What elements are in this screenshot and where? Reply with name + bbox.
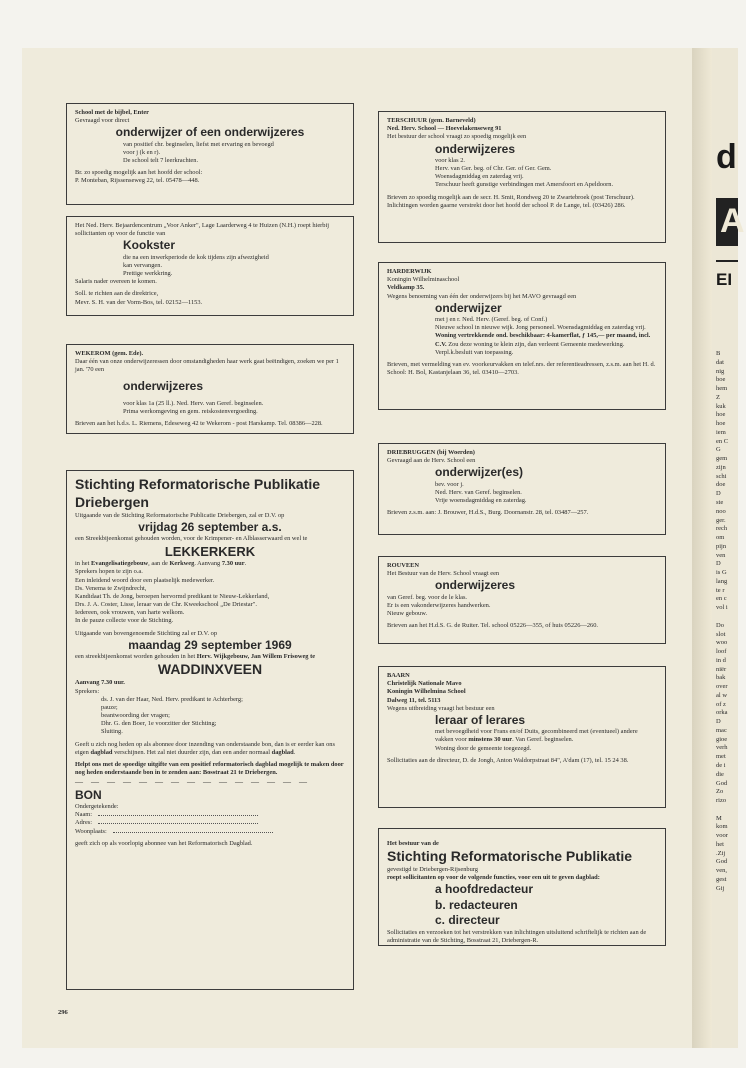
ad-contact: Br. zo spoedig mogelijk aan het hoofd der school: [75, 169, 203, 177]
right-page-line: over [716, 683, 728, 691]
ad-contact: Sollicitaties en verzoeken tot het verstrekken van inlichtingen uitsluitend schriftelijk te richten aan de administratie van de Stichting, Bosstraat 21, Driebergen-R. [387, 928, 647, 944]
ad-detail: Prima werkomgeving en gem. reiskostenvergoeding. [123, 408, 258, 416]
coupon-cut-line: — — — — — — — — — — — — — — — [75, 777, 310, 787]
ad-intro: Het bestuur der school vraagt zo spoedig mogelijk een [387, 133, 527, 141]
right-page-line: kuk [716, 402, 726, 410]
right-page-line: Gij [716, 884, 725, 892]
ad-contact: P. Monteban, Rijssenseweg 22, tel. 05478—448. [75, 177, 200, 185]
appeal-text: Geeft u zich nog heden op als abonnee door inzending van onderstaande bon, dan is er eerder kan ons eigen dagblad verschijnen. Het zal niet duurder zijn, dan een ander normaal dagblad. [75, 740, 335, 756]
right-page-line: M [716, 814, 722, 822]
right-page-line: ven [716, 551, 726, 559]
ad-title: Kookster [123, 238, 176, 253]
coupon-field-label: Ondergetekende: [75, 802, 119, 810]
event-place: LEKKERKERK [164, 543, 256, 559]
ad-detail: Vrije woensdagmiddag en zaterdag. [435, 497, 527, 505]
right-page-line: kom [716, 823, 728, 831]
ad-detail: met j en r. Ned. Herv. (Geref. beg. of Conf.) [435, 316, 548, 324]
right-page-line: nig [716, 367, 725, 375]
ad-intro: Wegens uitbreiding vraagt het bestuur een [387, 704, 495, 712]
program-line: beantwoording der vragen; [101, 712, 170, 720]
ad-intro: Daar één van onze onderwijzeressen door omstandigheden haar werk gaat beëindigen, zoeken we per 1 jan. '70 een [75, 358, 339, 374]
ad-title: onderwijzer of een onderwijzeres [115, 125, 305, 140]
right-page-line: slot [716, 630, 726, 638]
page-number: 296 [58, 1009, 68, 1016]
ad-intro: Uitgaande van de Stichting Reformatorische Publicatie Driebergen, zal er D.V. op [75, 511, 285, 519]
program-line: Kandidaat Th. de Jong, beroepen hervormd predikant te Nieuw-Lekkerland, [75, 592, 270, 600]
ad-detail: die na een inwerkperiode de kok tijdens zijn afwezigheid [123, 253, 269, 261]
ad-detail: voor klas 1a (25 ll.). Ned. Herv. van Geref. beginselen. [123, 399, 264, 407]
ad-intro: Gevraagd voor direct [75, 117, 130, 125]
ad-intro: Wegens benoeming van één der onderwijzers bij het MAVO gevraagd een [387, 292, 577, 300]
right-page-line: ger. [716, 516, 726, 524]
right-page-line: hem [716, 385, 728, 393]
ad-address: Veldkamp 35. [387, 284, 425, 292]
right-page-line: het [716, 840, 724, 848]
ad-heading: TERSCHUUR (gem. Barneveld) [387, 117, 476, 124]
org-place: Driebergen [75, 493, 149, 510]
right-page-line: D [716, 490, 721, 498]
ad-address: Dalweg 11, tel. 5113 [387, 696, 441, 704]
ad-contact: Brieven zo spoedig mogelijk aan de secr. H. Smit, Rondweg 20 te Zwartebroek (post Terschuur). Inlichtingen worden gaarne verstrekt door het hoofd der school P. de Lange, tel. (03426) 286. [387, 193, 635, 209]
ad-intro: Het Bestuur van de Herv. School vraagt een [387, 570, 500, 578]
right-page-line: de i [716, 761, 726, 769]
ad-school: Koningin Wilhelminaschool [387, 276, 460, 284]
right-page-line: loof [716, 648, 727, 656]
right-page-line: gest [716, 875, 727, 883]
ad-location: gevestigd te Driebergen-Rijsenburg [387, 866, 478, 874]
ad-detail: Woning vertrekkende ond. beschikbaar: 4-kamerflat, ƒ 145,— per maand, incl. C.V. Zou deze woning te klein zijn, dan verleent Gemeente medewerking. Verpl.k.besluit van toepassing. [435, 332, 651, 356]
right-page-line: mac [716, 726, 727, 734]
adjacent-page [712, 48, 745, 1048]
right-page-line: G [716, 446, 721, 454]
right-page-line: hoe [716, 420, 726, 428]
right-page-line: noo [716, 507, 726, 515]
program-line: In de pauze collecte voor de Stichting. [75, 617, 174, 625]
ad-salary: Salaris nader overeen te komen. [75, 278, 157, 286]
right-page-line: God [716, 858, 728, 866]
ad-detail: Nieuwe school in nieuwe wijk. Jong personeel. Woensdagmiddag en zaterdag vrij. [435, 324, 646, 332]
ad-contact: Soll. te richten aan de direktrice, [75, 290, 159, 298]
ad-driebruggen [378, 443, 666, 535]
ad-heading: HARDERWIJK [387, 268, 432, 275]
right-page-line: doe [716, 481, 726, 489]
ad-contact: Brieven, met vermelding van ev. voorkeurvakken en telef.nrs. der referentieadressen, z.s.m. aan het H. d. School: H. Bol, Kastanjelaan 36, tel. 03410—2703. [387, 361, 656, 377]
right-page-line: te r [716, 586, 725, 594]
right-page-line: dat [716, 358, 724, 366]
right-page-line: en c [716, 595, 727, 603]
ad-detail: voor j (k en r). [123, 148, 161, 156]
right-page-line: is G [716, 569, 727, 577]
right-page-line: verh [716, 744, 728, 752]
ad-detail: Herv. van Ger. beg. of Chr. Ger. of Ger. Gem. [435, 165, 552, 173]
ad-detail: Woensdagmiddag en zaterdag vrij. [435, 173, 524, 181]
program-line: Sluiting. [101, 728, 123, 736]
ad-detail: Terschuur heeft gunstige verbindingen met Amersfoort en Apeldoorn. [435, 181, 614, 189]
right-page-line [716, 613, 746, 622]
right-page-line: gioe [716, 735, 728, 743]
right-page-line: .Zij [716, 849, 726, 857]
right-page-line: boe [716, 376, 726, 384]
role-title: b. redacteuren [435, 897, 518, 912]
right-page-line: pijn [716, 542, 727, 550]
right-page-line: lang [716, 577, 728, 585]
ad-detail: De school telt 7 leerkrachten. [123, 157, 199, 165]
event-place: WADDINXVEEN [157, 661, 263, 678]
ad-detail: voor klas 2. [435, 156, 465, 164]
program-line: Dhr. G. den Boer, 1e voorzitter der Stichting; [101, 720, 217, 728]
right-page-line: ven, [716, 867, 728, 875]
ad-terschuur [378, 111, 666, 243]
ad-school: Christelijk Nationale Mavo [387, 680, 462, 688]
ad-detail: Prettige werkkring. [123, 270, 173, 278]
ad-title: leraar of lerares [435, 712, 526, 727]
right-page-line: gem [716, 455, 728, 463]
right-page-line: vol i [716, 604, 728, 612]
coupon-footer: geeft zich op als voorlopig abonnee van het Reformatorisch Dagblad. [75, 839, 253, 847]
org-name: Stichting Reformatorische Publikatie [75, 476, 321, 492]
right-page-line: D [716, 718, 721, 726]
program-line: Ds. Venema te Zwijndrecht, [75, 584, 147, 592]
right-page-line: om [716, 534, 725, 542]
right-page-line: Do [716, 621, 724, 629]
ad-intro: Uitgaande van bovengenoemde Stichting zal er D.V. op [75, 629, 218, 637]
ad-detail: Ned. Herv. van Geref. beginselen. [435, 488, 522, 496]
right-page-line: Zo [716, 788, 724, 796]
ad-stichting-driebergen [66, 470, 354, 990]
right-page-line: schi [716, 472, 727, 480]
ad-detail: Nieuw gebouw. [387, 610, 428, 618]
right-page-line: of z [716, 700, 726, 708]
right-page-line: al w [716, 691, 728, 699]
ad-heading: DRIEBRUGGEN (bij Woerden) [387, 449, 475, 456]
right-page-line: met [716, 753, 726, 761]
org-name: Stichting Reformatorische Publikatie [387, 848, 633, 865]
right-page-line: bak [716, 674, 726, 682]
right-page-line: God [716, 779, 728, 787]
right-page-line: orka [716, 709, 728, 717]
ad-huizen [66, 216, 354, 316]
right-page-line: die [716, 770, 724, 778]
ad-heading: ROUVEEN [387, 562, 419, 569]
ad-title: onderwijzer(es) [435, 465, 524, 480]
ad-detail: van positief chr. beginselen, liefst met ervaring en bevoegd [123, 140, 274, 148]
ad-contact: Sollicitaties aan de directeur, D. de Jongh, Anton Waldorpstraat 84", A'dam (17), tel. 15 24 38. [387, 756, 629, 764]
ad-heading: BAARN [387, 672, 410, 679]
program-line: ds. J. van der Haar, Ned. Herv. predikant te Achterberg; [101, 695, 243, 703]
program-line: Iedereen, ook vrouwen, van harte welkom. [75, 609, 185, 617]
ad-baarn [378, 666, 666, 808]
right-page-line: rech [716, 525, 728, 533]
ad-contact: Brieven aan het H.d.S. G. de Ruiter. Tel. school 05226—355, of huis 05226—260. [387, 622, 599, 630]
ad-wekerom [66, 344, 354, 434]
ad-detail: van Geref. beg. voor de le klas. [387, 593, 468, 601]
right-big-letter-3: EI [716, 270, 733, 289]
ad-title: onderwijzeres [435, 578, 516, 593]
right-page-line: niër [716, 665, 727, 673]
right-big-letter-2: A [720, 202, 745, 240]
right-page-line: in d [716, 656, 726, 664]
ad-school: Koningin Wilhelmina School [387, 688, 466, 696]
right-page-line: woo [716, 639, 728, 647]
ad-detail: Er is een vakonderwijzeres handwerken. [387, 601, 491, 609]
program-line: Een inleidend woord door een plaatselijk medewerker. [75, 576, 215, 584]
right-page-line: iem [716, 428, 726, 436]
ad-detail: kan vervangen. [123, 261, 163, 269]
ad-heading: School met de bijbel, Enter [75, 109, 150, 116]
ad-enter [66, 103, 354, 205]
ad-intro: Het Ned. Herv. Bejaardencentrum „Voor Anker", Lage Laarderweg 4 te Huizen (N.H.) roept hierbij sollicitanten op voor de functie van [75, 222, 330, 238]
ad-detail: Woning door de gemeente toegezegd. [435, 744, 532, 752]
role-title: a hoofdredacteur [435, 882, 534, 897]
ad-title: onderwijzeres [123, 378, 204, 393]
program-line: Sprekers hopen te zijn o.a. [75, 568, 143, 576]
right-rule [716, 260, 738, 262]
ad-heading: Het bestuur van de [387, 840, 439, 847]
ad-stichting-functies [378, 828, 666, 946]
ad-contact: Brieven z.s.m. aan: J. Brouwer, H.d.S., Burg. Doornanstr. 28, tel. 03487—257. [387, 509, 589, 517]
page-gutter [692, 48, 712, 1048]
right-page-line: zijn [716, 463, 726, 471]
right-page-line: voor [716, 832, 728, 840]
right-page-line: Z [716, 393, 720, 401]
ad-intro: een Streekbijeenkomst gehouden worden, voor de Krimpener- en Alblasserwaard en wel te [75, 535, 308, 543]
ad-rouveen [378, 556, 666, 644]
coupon-city-field[interactable]: Woonplaats: [75, 828, 345, 836]
ad-heading: WEKEROM (gem. Ede). [75, 350, 144, 357]
right-page-text [716, 350, 746, 893]
role-title: c. directeur [435, 913, 500, 928]
ad-contact: Mevr. S. H. van der Vorm-Bos, tel. 02152—1153. [75, 298, 203, 306]
event-start: Aanvang 7.30 uur. [75, 679, 125, 687]
ad-contact: Brieven aan het h.d.s. L. Riemens, Edeseweg 42 te Wekerom - post Harskamp. Tel. 08386—228. [75, 420, 323, 428]
right-page-line: hoe [716, 411, 726, 419]
ad-title: onderwijzer [435, 300, 502, 315]
program-line: pauze; [101, 703, 118, 711]
right-page-line: en C [716, 437, 729, 445]
appeal-text: Helpt ons met de spoedige uitgifte van een positief reformatorisch dagblad mogelijk te maken door nog heden onderstaande bon in te zenden aan: Bosstraat 21 te Driebergen. [75, 761, 344, 777]
ad-title: onderwijzeres [435, 141, 516, 156]
right-page-line: ste [716, 499, 724, 507]
right-page-line: B [716, 350, 721, 357]
right-page-line [716, 806, 746, 815]
event-venue: in het Evangelisatiegebouw, aan de Kerkweg. Aanvang 7.30 uur. [75, 560, 247, 568]
ad-detail: bev. voor j. [435, 480, 464, 488]
ad-subheading: Ned. Herv. School — Hoevelakenseweg 91 [387, 125, 502, 133]
ad-intro: Gevraagd aan de Herv. School een [387, 457, 476, 465]
right-page-line: rizo [716, 797, 727, 805]
right-big-letter-1: d [716, 138, 737, 176]
coupon-address-field[interactable]: Adres: [75, 819, 345, 827]
event-date: vrijdag 26 september a.s. [138, 520, 282, 534]
coupon-name-field[interactable]: Naam: [75, 811, 345, 819]
event-date: maandag 29 september 1969 [128, 637, 292, 652]
ad-intro: roept sollicitanten op voor de volgende functies, voor een uit te geven dagblad: [387, 874, 600, 882]
right-page-line: D [716, 560, 721, 568]
event-venue: een streekbijeenkomst worden gehouden in het Herv. Wijkgebouw, Jan Willem Frisoweg te [75, 653, 316, 661]
ad-detail: met bevoegdheid voor Frans en/of Duits, gecombineerd met (eventueel) andere vakken voor minstens 30 uur. Van Geref. beginselen. [435, 728, 638, 744]
coupon-title: BON [75, 787, 102, 802]
speakers-label: Sprekers: [75, 687, 100, 695]
ad-harderwijk [378, 262, 666, 410]
program-line: Drs. J. A. Coster, Lisse, leraar van de Chr. Kweekschool „De Driestar". [75, 601, 257, 609]
